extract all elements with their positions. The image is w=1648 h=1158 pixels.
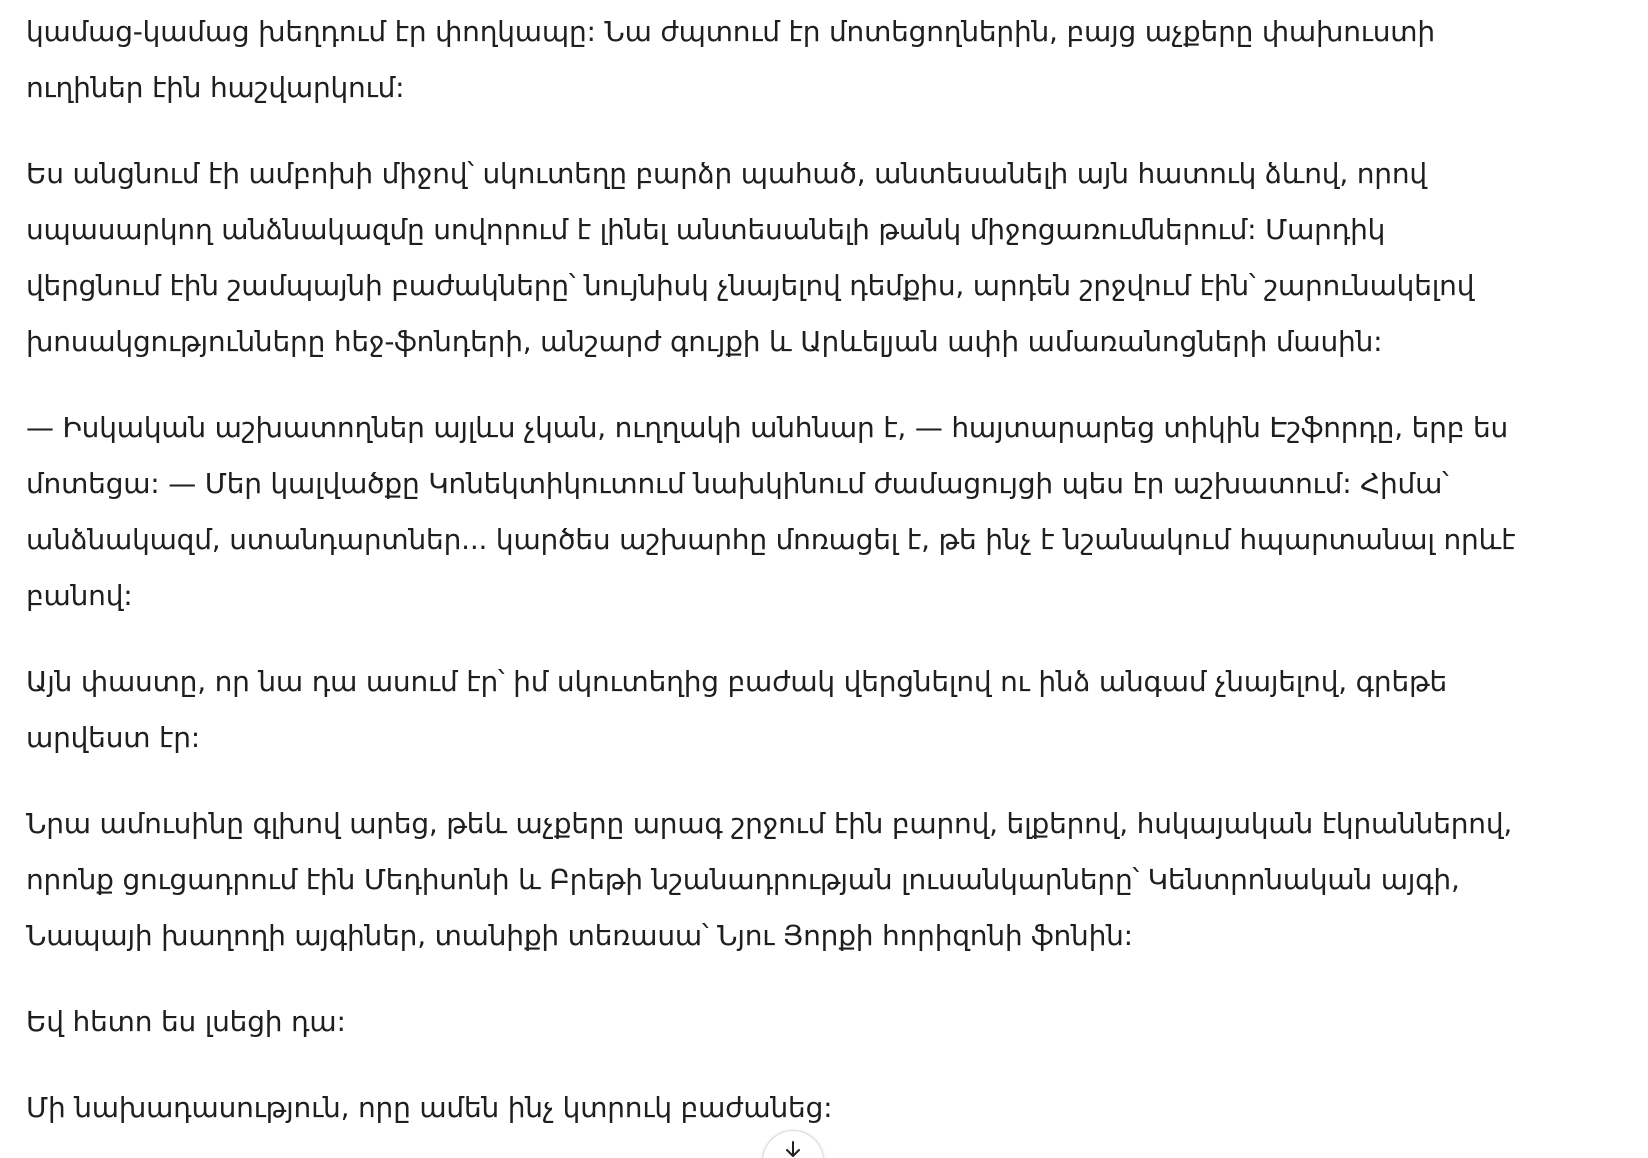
paragraph-1: կամաց-կամաց խեղդում էր փողկապը: Նա ժպտում էր մոտեցողներին, բայց աչքերը փախուստի ուղիներ էին հաշվարկում: <box>26 15 1435 104</box>
arrow-down-icon <box>782 1139 804 1158</box>
paragraph-2: Ես անցնում էի ամբոխի միջով՝ սկուտեղը բարձր պահած, անտեսանելի այն հատուկ ձևով, որով սպասարկող անձնակազմը սովորում է լինել անտեսանելի թանկ միջոցառումներում: Մարդիկ վերցնում էին շամպայնի բաժակները՝ նույնիսկ չնայելով դեմքիս, արդեն շրջվում էին՝ շարունակելով խոսակցությունները հեջ-ֆոնդերի, անշարժ գույքի և Արևելյան ափի ամառանոցների մասին: <box>26 157 1475 358</box>
paragraph-4: Այն փաստը, որ նա դա ասում էր՝ իմ սկուտեղից բաժակ վերցնելով ու ինձ անգամ չնայելով, գրեթե արվեստ էր: <box>26 665 1448 754</box>
paragraph-6: Եվ հետո ես լսեցի դա: <box>26 1005 346 1038</box>
paragraph-3: — Իսկական աշխատողներ այլևս չկան, ուղղակի անհնար է, — հայտարարեց տիկին Էշֆորդը, երբ ես մոտեցա: — Մեր կալվածքը Կոնեկտիկուտում նախկինում ժամացույցի պես էր աշխատում: Հիմա՝ անձնակազմ, ստանդարտներ... կարծես աշխարհը մոռացել է, թե ինչ է նշանակում հպարտանալ որևէ բանով: <box>26 411 1516 612</box>
article-body <box>26 4 1586 1158</box>
paragraph-7: Մի նախադասություն, որը ամեն ինչ կտրուկ բաժանեց: <box>26 1091 833 1124</box>
paragraph-5: Նրա ամուսինը գլխով արեց, թեև աչքերը արագ շրջում էին բարով, ելքերով, հսկայական էկրաններով, որոնք ցուցադրում էին Մեդիսոնի և Բրեթի նշանադրության լուսանկարները՝ Կենտրոնական այգի, Նապայի խաղողի այգիներ, տանիքի տեռասա՝ Նյու Յորքի հորիզոնի ֆոնին: <box>26 807 1513 952</box>
